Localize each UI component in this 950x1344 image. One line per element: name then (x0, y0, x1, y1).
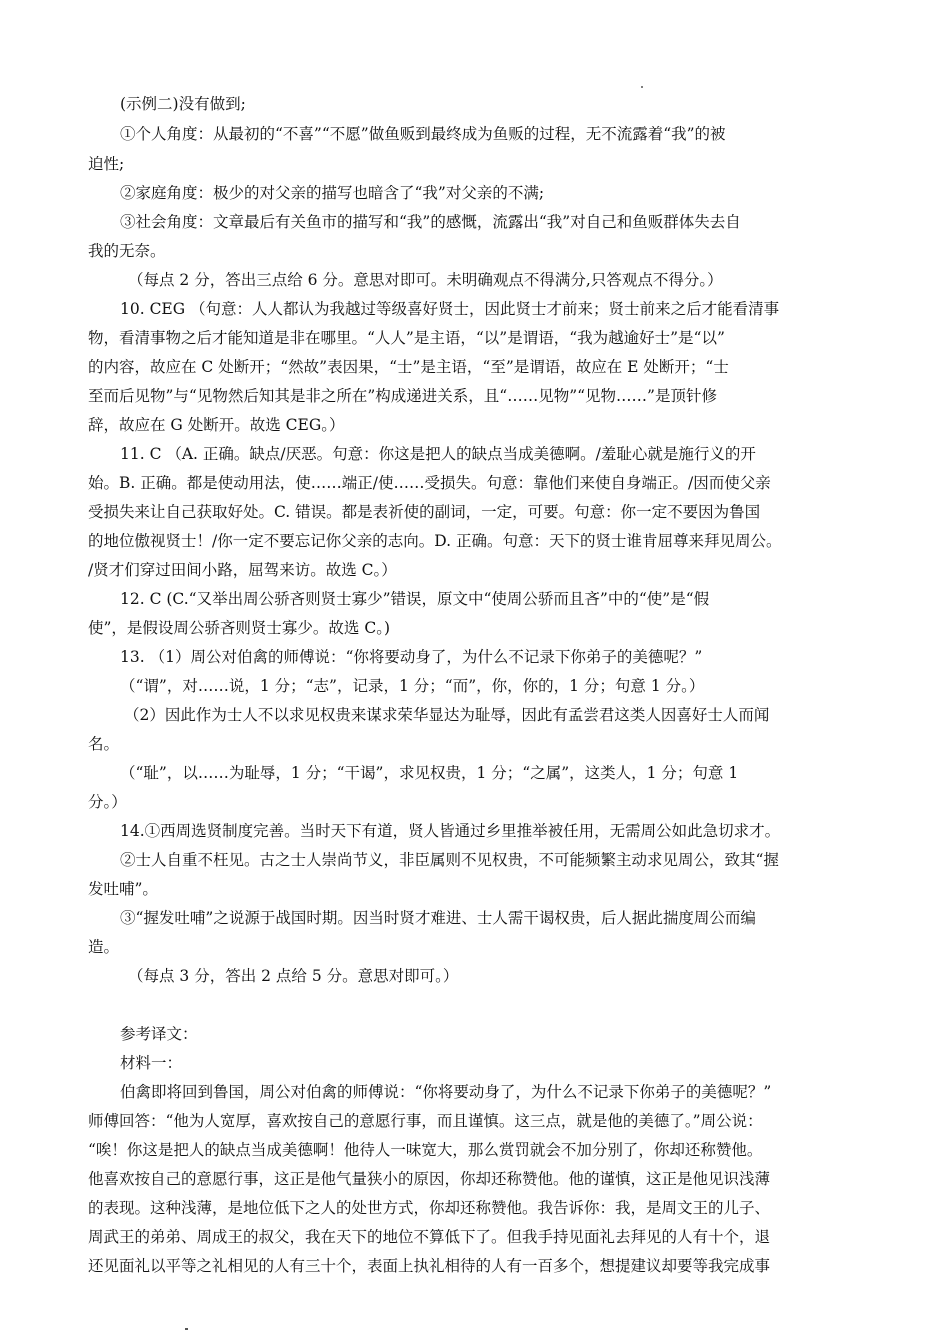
text-line: 分。） (88, 793, 127, 811)
text-line: ②家庭角度：极少的对父亲的描写也暗含了“我”对父亲的不满; (120, 184, 545, 202)
answer-11: 11. C （A. 正确。缺点/厌恶。句意：你这是把人的缺点当成美德啊。/羞耻心就是施行义的开 (120, 445, 756, 463)
text-line: ①个人角度：从最初的“不喜”“不愿”做鱼贩到最终成为鱼贩的过程，无不流露着“我”的被 (120, 125, 726, 143)
score-note: （每点 3 分，答出 2 点给 5 分。意思对即可。） (128, 967, 459, 985)
text-line: 我的无奈。 (88, 242, 166, 260)
text-line: (示例二)没有做到; (120, 95, 246, 113)
text-line: 使”，是假设周公骄吝则贤士寡少。故选 C。) (88, 619, 391, 637)
answer-13: 13. （1）周公对伯禽的师傅说：“你将要动身了，为什么不记录下你弟子的美德呢？” (120, 648, 703, 666)
section-heading: 参考译文： (120, 1025, 198, 1043)
text-line: 受损失来让自己获取好处。C. 错误。都是表祈使的副词，一定，可要。句意：你一定不要因为鲁国 (88, 503, 761, 521)
translation-line: “唉！你这是把人的缺点当成美德啊！他待人一味宽大，那么赏罚就会不加分别了，你却还称赞他。 (88, 1141, 763, 1159)
text-line: 的地位傲视贤士！/你一定不要忘记你父亲的志向。D. 正确。句意：天下的贤士谁肯屈尊来拜见周公。 (88, 532, 782, 550)
text-line: 至而后见物”与“见物然后知其是非之所在”构成递进关系，且“……见物”“见物……”是顶针修 (88, 387, 717, 405)
text-line: （“耻”，以……为耻辱，1 分；“干谒”，求见权贵，1 分；“之属”，这类人，1 分；句意 1 (120, 764, 739, 782)
answer-10: 10. CEG （句意：人人都认为我越过等级喜好贤士，因此贤士才前来；贤士前来之后才能看清事 (120, 300, 780, 318)
text-line: （2）因此作为士人不以求见权贵来谋求荣华显达为耻辱，因此有孟尝君这类人因喜好士人而闻 (124, 706, 770, 724)
text-line: /贤才们穿过田间小路，屈驾来访。故选 C。） (88, 561, 397, 579)
translation-line: 周武王的弟弟、周成王的叔父，我在天下的地位不算低下了。但我手持见面礼去拜见的人有十个，退 (88, 1228, 771, 1246)
text-line: 辞，故应在 G 处断开。故选 CEG。） (88, 416, 345, 434)
text-line: 始。B. 正确。都是使动用法，使……端正/使……受损失。句意：靠他们来使自身端正。/因而使父亲 (88, 474, 771, 492)
text-line: ③社会角度：文章最后有关鱼市的描写和“我”的感慨，流露出“我”对自己和鱼贩群体失去自 (120, 213, 741, 231)
translation-line: 他喜欢按自己的意愿行事，这正是他气量狭小的原因，你却还称赞他。他的谨慎，这正是他见识浅薄 (88, 1170, 771, 1188)
text-line: 的内容，故应在 C 处断开；“然故”表因果，“士”是主语，“至”是谓语，故应在 E 处断开；“士 (88, 358, 729, 376)
text-line: 迫性; (88, 155, 125, 173)
text-line: 发吐哺”。 (88, 880, 158, 898)
material-heading: 材料一： (120, 1054, 183, 1072)
answer-12: 12. C (C.“又举出周公骄吝则贤士寡少”错误，原文中“使周公骄而且吝”中的“使”是“假 (120, 590, 710, 608)
text-line: （“谓”，对……说，1 分；“志”，记录，1 分；“而”，你，你的，1 分；句意 1 分。） (120, 677, 705, 695)
scan-mark (185, 1328, 188, 1330)
scan-speck (641, 86, 643, 88)
translation-line: 师傅回答：“他为人宽厚，喜欢按自己的意愿行事，而且谨慎。这三点，就是他的美德了。”周公说： (88, 1112, 763, 1130)
score-note: （每点 2 分，答出三点给 6 分。意思对即可。未明确观点不得满分,只答观点不得分。） (128, 271, 723, 289)
text-line: 造。 (88, 938, 120, 956)
translation-line: 还见面礼以平等之礼相见的人有三十个，表面上执礼相待的人有一百多个，想提建议却要等我完成事 (88, 1257, 771, 1275)
text-line: ②士人自重不枉见。古之士人崇尚节义，非臣属则不见权贵，不可能频繁主动求见周公，致其“握 (120, 851, 779, 869)
text-line: 名。 (88, 735, 120, 753)
text-line: ③“握发吐哺”之说源于战国时期。因当时贤才难进、士人需干谒权贵，后人据此揣度周公而编 (120, 909, 756, 927)
text-line: 物，看清事物之后才能知道是非在哪里。“人人”是主语，“以”是谓语，“我为越逾好士”是“以” (88, 329, 725, 347)
translation-line: 伯禽即将回到鲁国，周公对伯禽的师傅说：“你将要动身了，为什么不记录下你弟子的美德呢？” (120, 1083, 772, 1101)
translation-line: 的表现。这种浅薄，是地位低下之人的处世方式，你却还称赞他。我告诉你：我，是周文王的儿子、 (88, 1199, 771, 1217)
answer-14: 14.①西周选贤制度完善。当时天下有道，贤人皆通过乡里推举被任用，无需周公如此急切求才。 (120, 822, 781, 840)
